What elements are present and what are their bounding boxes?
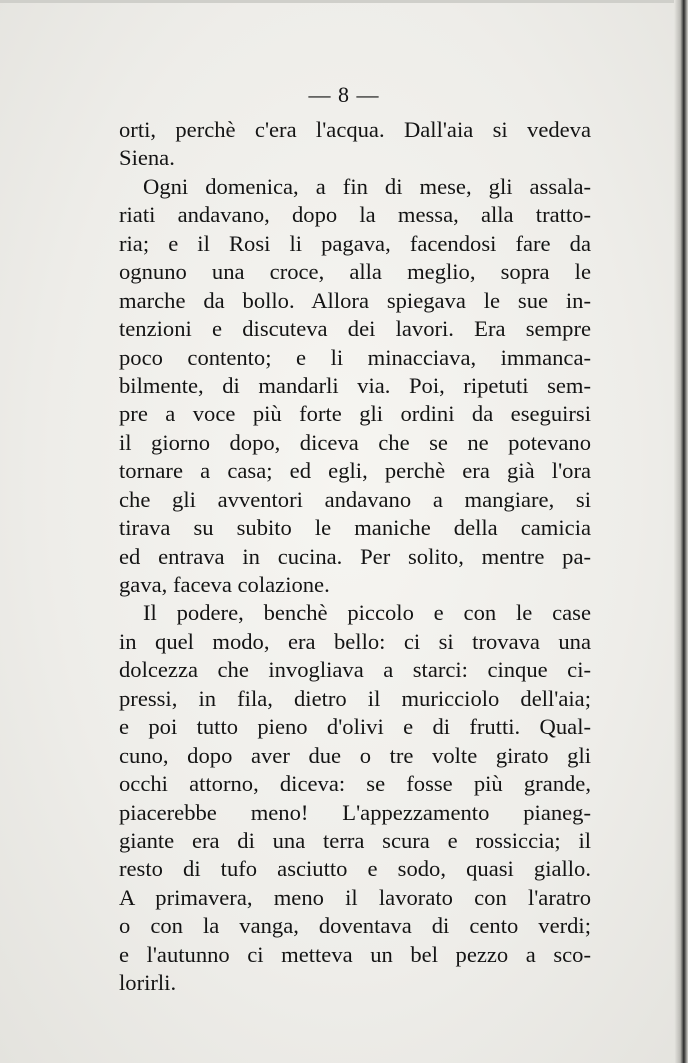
text-line: lorirli.	[119, 970, 177, 996]
text-line: o con la vanga, doventava di cento verdi;	[119, 913, 591, 939]
text-line: che gli avventori andavano a mangiare, si	[119, 486, 591, 512]
text-line: Il podere, benchè piccolo e con le case	[143, 600, 591, 626]
paragraph	[119, 599, 591, 997]
text-line: ed entrava in cucina. Per solito, mentre pa-	[119, 543, 591, 569]
page-right-edge	[674, 0, 688, 1063]
text-line: orti, perchè c'era l'acqua. Dall'aia si vedeva	[119, 117, 591, 142]
text-line: il giorno dopo, diceva che se ne potevano	[119, 429, 591, 455]
text-line: tenzioni e discuteva dei lavori. Era sempre	[119, 316, 591, 342]
text-line: pre a voce più forte gli ordini da eseguirsi	[119, 401, 591, 427]
text-line: marche da bollo. Allora spiegava le sue in-	[119, 287, 591, 313]
text-line: pressi, in fila, dietro il muricciolo dell'aia;	[119, 685, 591, 711]
text-line: tirava su subito le maniche della camicia	[119, 515, 591, 541]
text-line: giante era di una terra scura e rossiccia; il	[119, 827, 591, 853]
text-line: riati andavano, dopo la messa, alla tratto-	[119, 202, 591, 228]
text-line: poco contento; e li minacciava, immanca-	[119, 344, 591, 370]
body-text	[119, 116, 591, 998]
text-line: resto di tufo asciutto e sodo, quasi giallo.	[119, 856, 591, 882]
text-line: ognuno una croce, alla meglio, sopra le	[119, 259, 591, 285]
text-line: e poi tutto pieno d'olivi e di frutti. Qual-	[119, 714, 591, 740]
text-line: ria; e il Rosi li pagava, facendosi fare da	[119, 230, 591, 256]
text-line: bilmente, di mandarli via. Poi, ripetuti sem-	[119, 372, 591, 398]
paragraph	[119, 116, 591, 173]
text-line: e l'autunno ci metteva un bel pezzo a sco-	[119, 941, 591, 967]
paragraph	[119, 173, 591, 600]
text-line: A primavera, meno il lavorato con l'aratro	[119, 884, 591, 910]
page-number: — 8 —	[308, 82, 380, 107]
text-line: tornare a casa; ed egli, perchè era già l'ora	[119, 458, 591, 484]
page-top-edge	[0, 0, 688, 3]
text-line: gava, faceva colazione.	[119, 572, 330, 597]
text-line: in quel modo, era bello: ci si trovava una	[119, 628, 591, 654]
text-line: cuno, dopo aver due o tre volte girato gli	[119, 742, 591, 768]
text-line: dolcezza che invogliava a starci: cinque ci-	[119, 657, 591, 683]
text-line: occhi attorno, diceva: se fosse più grande,	[119, 771, 591, 797]
text-line: Ogni domenica, a fin di mese, gli assala-	[143, 173, 591, 199]
text-line: piacerebbe meno! L'appezzamento pianeg-	[119, 799, 591, 825]
text-line: Siena.	[119, 145, 175, 171]
